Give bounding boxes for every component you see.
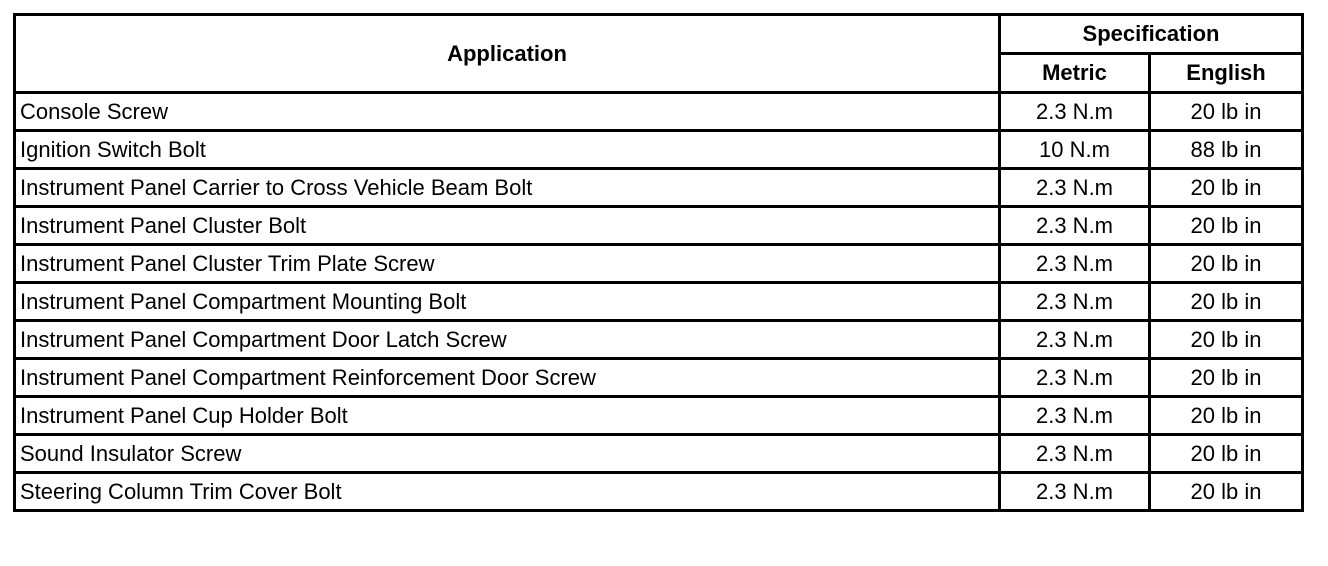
metric-cell: 2.3 N.m bbox=[1000, 397, 1150, 435]
english-cell: 20 lb in bbox=[1150, 207, 1303, 245]
metric-header: Metric bbox=[1000, 54, 1150, 93]
english-cell: 20 lb in bbox=[1150, 359, 1303, 397]
torque-spec-table bbox=[13, 13, 1304, 512]
metric-cell: 10 N.m bbox=[1000, 131, 1150, 169]
application-cell: Console Screw bbox=[15, 93, 1000, 131]
header-row-top bbox=[15, 15, 1303, 54]
application-cell: Sound Insulator Screw bbox=[15, 435, 1000, 473]
table-row bbox=[15, 283, 1303, 321]
table-row bbox=[15, 93, 1303, 131]
specification-header: Specification bbox=[1000, 15, 1303, 54]
english-cell: 20 lb in bbox=[1150, 321, 1303, 359]
english-cell: 20 lb in bbox=[1150, 283, 1303, 321]
metric-cell: 2.3 N.m bbox=[1000, 93, 1150, 131]
metric-cell: 2.3 N.m bbox=[1000, 283, 1150, 321]
application-header: Application bbox=[15, 15, 1000, 93]
metric-cell: 2.3 N.m bbox=[1000, 245, 1150, 283]
application-cell: Instrument Panel Compartment Door Latch Screw bbox=[15, 321, 1000, 359]
application-cell: Steering Column Trim Cover Bolt bbox=[15, 473, 1000, 511]
english-cell: 20 lb in bbox=[1150, 435, 1303, 473]
table-row bbox=[15, 359, 1303, 397]
table-row bbox=[15, 435, 1303, 473]
table-row bbox=[15, 473, 1303, 511]
metric-cell: 2.3 N.m bbox=[1000, 359, 1150, 397]
application-cell: Instrument Panel Compartment Mounting Bolt bbox=[15, 283, 1000, 321]
metric-cell: 2.3 N.m bbox=[1000, 207, 1150, 245]
english-cell: 20 lb in bbox=[1150, 397, 1303, 435]
application-cell: Ignition Switch Bolt bbox=[15, 131, 1000, 169]
metric-cell: 2.3 N.m bbox=[1000, 169, 1150, 207]
english-cell: 20 lb in bbox=[1150, 169, 1303, 207]
metric-cell: 2.3 N.m bbox=[1000, 435, 1150, 473]
english-cell: 20 lb in bbox=[1150, 93, 1303, 131]
table-row bbox=[15, 131, 1303, 169]
table-row bbox=[15, 397, 1303, 435]
table-row bbox=[15, 245, 1303, 283]
table-row bbox=[15, 321, 1303, 359]
application-cell: Instrument Panel Cluster Trim Plate Screw bbox=[15, 245, 1000, 283]
table-row bbox=[15, 169, 1303, 207]
metric-cell: 2.3 N.m bbox=[1000, 321, 1150, 359]
application-cell: Instrument Panel Compartment Reinforcement Door Screw bbox=[15, 359, 1000, 397]
english-header: English bbox=[1150, 54, 1303, 93]
english-cell: 20 lb in bbox=[1150, 245, 1303, 283]
english-cell: 20 lb in bbox=[1150, 473, 1303, 511]
application-cell: Instrument Panel Carrier to Cross Vehicle Beam Bolt bbox=[15, 169, 1000, 207]
metric-cell: 2.3 N.m bbox=[1000, 473, 1150, 511]
application-cell: Instrument Panel Cluster Bolt bbox=[15, 207, 1000, 245]
english-cell: 88 lb in bbox=[1150, 131, 1303, 169]
table-row bbox=[15, 207, 1303, 245]
application-cell: Instrument Panel Cup Holder Bolt bbox=[15, 397, 1000, 435]
